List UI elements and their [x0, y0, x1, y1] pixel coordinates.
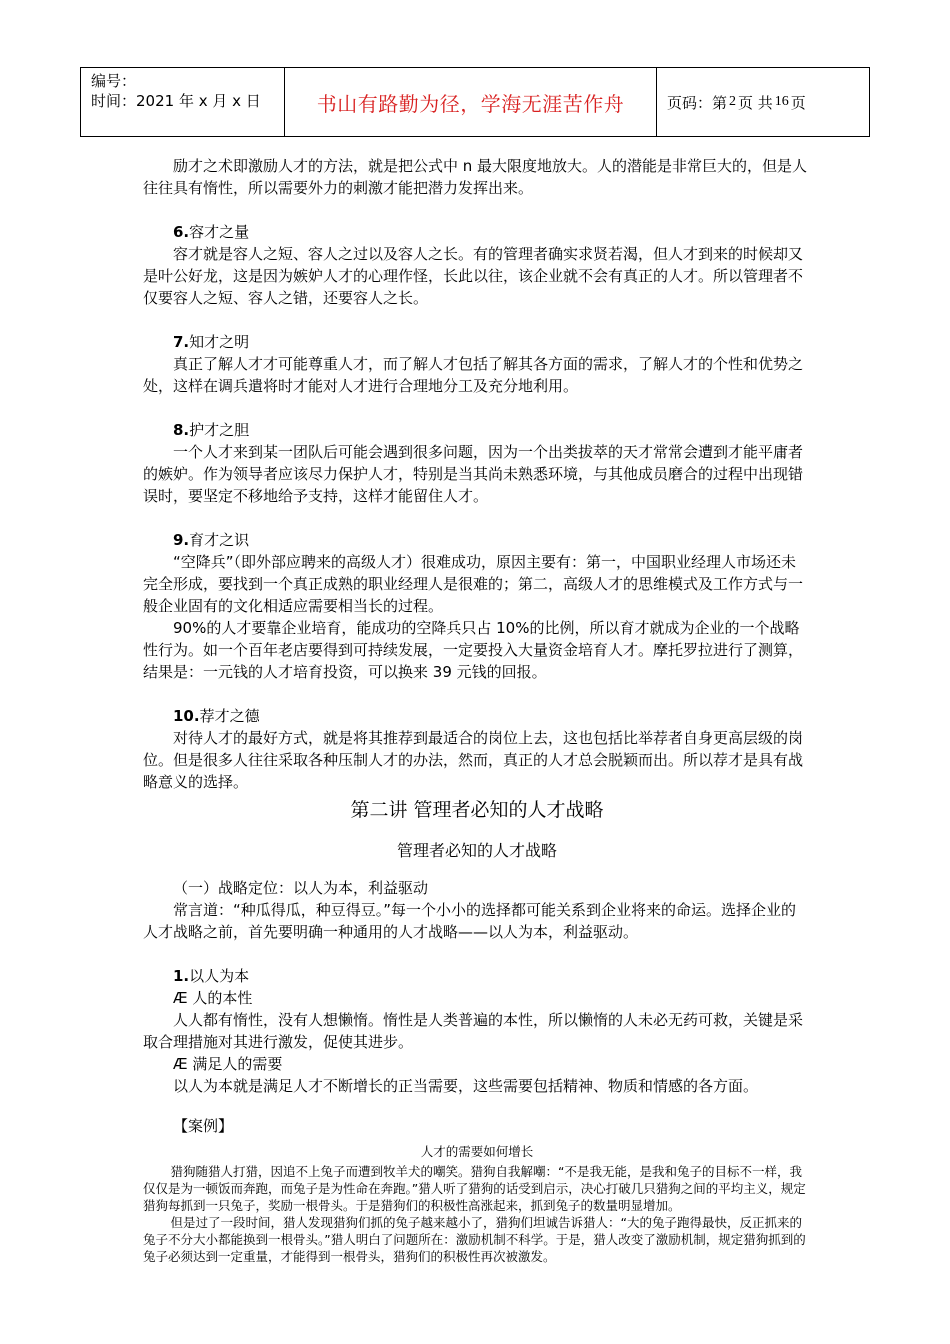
- section-6-number: 6.: [173, 223, 190, 241]
- strategy-paragraph: 常言道：“种瓜得瓜，种豆得豆。”每一个小小的选择都可能关系到企业将来的命运。选择企业的人才战略之前，首先要明确一种通用的人才战略——以人为本，利益驱动。: [143, 901, 797, 941]
- section-9-heading: [143, 529, 811, 551]
- section-7-title: 知才之明: [189, 333, 250, 351]
- document-time-label: 时间：2021 年 x 月 x 日: [91, 92, 261, 110]
- section-7-heading: [143, 331, 811, 353]
- bullet-meet-needs: Æ 满足人的需要: [173, 1055, 283, 1073]
- case-paragraph-1: 猎狗随猎人打猎，因追不上兔子而遭到牧羊犬的嘲笑。猎狗自我解嘲：“不是我无能，是我和兔子的目标不一样，我仅仅是为一顿饭而奔跑，而兔子是为性命在奔跑。”猎人听了猎狗的话受到启示，决心打破几只猎狗之间的平均主义，规定猎狗每抓到一只兔子，奖励一根骨头。于是猎狗们的积极性高涨起来，抓到兔子的数量明显增加。: [143, 1164, 806, 1213]
- bullet-human-nature: Æ 人的本性: [173, 989, 253, 1007]
- section-6-paragraph: 容才就是容人之短、容人之过以及容人之长。有的管理者确实求贤若渴，但人才到来的时候却又是叶公好龙，这是因为嫉妒人才的心理作怪，长此以往，该企业就不会有真正的人才。所以管理者不仅要容人之短、容人之错，还要容人之长。: [143, 245, 804, 307]
- document-number-label: 编号：: [91, 72, 137, 90]
- section-9-number: 9.: [173, 531, 190, 549]
- section-8-title: 护才之胆: [189, 421, 250, 439]
- strategy-heading: （一）战略定位：以人为本，利益驱动: [173, 879, 429, 897]
- case-title: 人才的需要如何增长: [420, 1144, 534, 1159]
- case-label: 【案例】: [173, 1117, 234, 1135]
- subsection-1-title: 以人为本: [189, 967, 250, 985]
- section-9-title: 育才之识: [189, 531, 250, 549]
- page-prefix: 页码：第: [667, 93, 728, 112]
- lecture-title: 第二讲 管理者必知的人才战略: [350, 799, 604, 821]
- subsection-1-heading: [143, 965, 811, 987]
- intro-paragraph: 励才之术即激励人才的方法，就是把公式中 n 最大限度地放大。人的潜能是非常巨大的，但是人往往具有惰性，所以需要外力的刺激才能把潜力发挥出来。: [143, 157, 808, 197]
- case-paragraph-2: 但是过了一段时间，猎人发现猎狗们抓的兔子越来越小了，猎狗们坦诚告诉猎人：“大的兔子跑得最快，反正抓来的兔子不分大小都能换到一根骨头。”猎人明白了问题所在：激励机制不科学。于是，猎人改变了激励机制，规定猎狗抓到的兔子必须达到一定重量，才能得到一根骨头，猎狗们的积极性再次被激发。: [143, 1215, 806, 1264]
- subsection-1-number: 1.: [173, 967, 190, 985]
- bullet-human-nature-paragraph: 人人都有惰性，没有人想懒惰。惰性是人类普遍的本性，所以懒惰的人未必无药可救，关键是采取合理措施对其进行激发，促使其进步。: [143, 1011, 804, 1051]
- section-9-paragraph-2: 90%的人才要靠企业培育，能成功的空降兵只占 10%的比例，所以育才就成为企业的一个战略性行为。如一个百年老店要得到可持续发展，一定要投入大量资金培育人才。摩托罗拉进行了测算，结果是：一元钱的人才培育投资，可以换来 39 元钱的回报。: [143, 619, 804, 681]
- header-meta-cell: [80, 68, 284, 136]
- section-10-paragraph: 对待人才的最好方式，就是将其推荐到最适合的岗位上去，这也包括比举荐者自身更高层级的岗位。但是很多人往往采取各种压制人才的办法，然而，真正的人才总会脱颖而出。所以荐才是具有战略意义的选择。: [143, 729, 804, 791]
- section-6-heading: [143, 221, 811, 243]
- section-7-paragraph: 真正了解人才才可能尊重人才，而了解人才包括了解其各方面的需求，了解人才的个性和优势之处，这样在调兵遣将时才能对人才进行合理地分工及充分地利用。: [143, 355, 804, 395]
- section-8-heading: [143, 419, 811, 441]
- case-body: [143, 1163, 811, 1265]
- section-6-title: 容才之量: [189, 223, 250, 241]
- section-7-number: 7.: [173, 333, 190, 351]
- section-8-paragraph: 一个人才来到某一团队后可能会遇到很多问题，因为一个出类拔萃的天才常常会遭到才能平庸者的嫉妒。作为领导者应该尽力保护人才，特别是当其尚未熟悉环境，与其他成员磨合的过程中出现错误时，要坚定不移地给予支持，这样才能留住人才。: [143, 443, 804, 505]
- section-9-paragraph-1: “空降兵”（即外部应聘来的高级人才）很难成功，原因主要有：第一，中国职业经理人市场还未完全形成，要找到一个真正成熟的职业经理人是很难的；第二，高级人才的思维模式及工作方式与一般企业固有的文化相适应需要相当长的过程。: [143, 553, 804, 615]
- page-suffix: 页: [790, 93, 806, 112]
- section-10-number: 10.: [173, 707, 200, 725]
- header-motto-cell: [284, 68, 656, 136]
- page-header: [80, 67, 870, 137]
- section-8-number: 8.: [173, 421, 190, 439]
- section-10-heading: [143, 705, 811, 727]
- document-body: [143, 155, 811, 1265]
- section-10-title: 荐才之德: [199, 707, 260, 725]
- header-page-cell: [656, 68, 870, 136]
- page-total: 16: [774, 94, 789, 109]
- lecture-subtitle: 管理者必知的人才战略: [396, 841, 557, 860]
- bullet-meet-needs-paragraph: 以人为本就是满足人才不断增长的正当需要，这些需要包括精神、物质和情感的各方面。: [173, 1077, 759, 1095]
- header-motto: 书山有路勤为径，学海无涯苦作舟: [316, 91, 625, 116]
- page-current: 2: [729, 94, 737, 109]
- page-mid: 页 共: [738, 93, 773, 112]
